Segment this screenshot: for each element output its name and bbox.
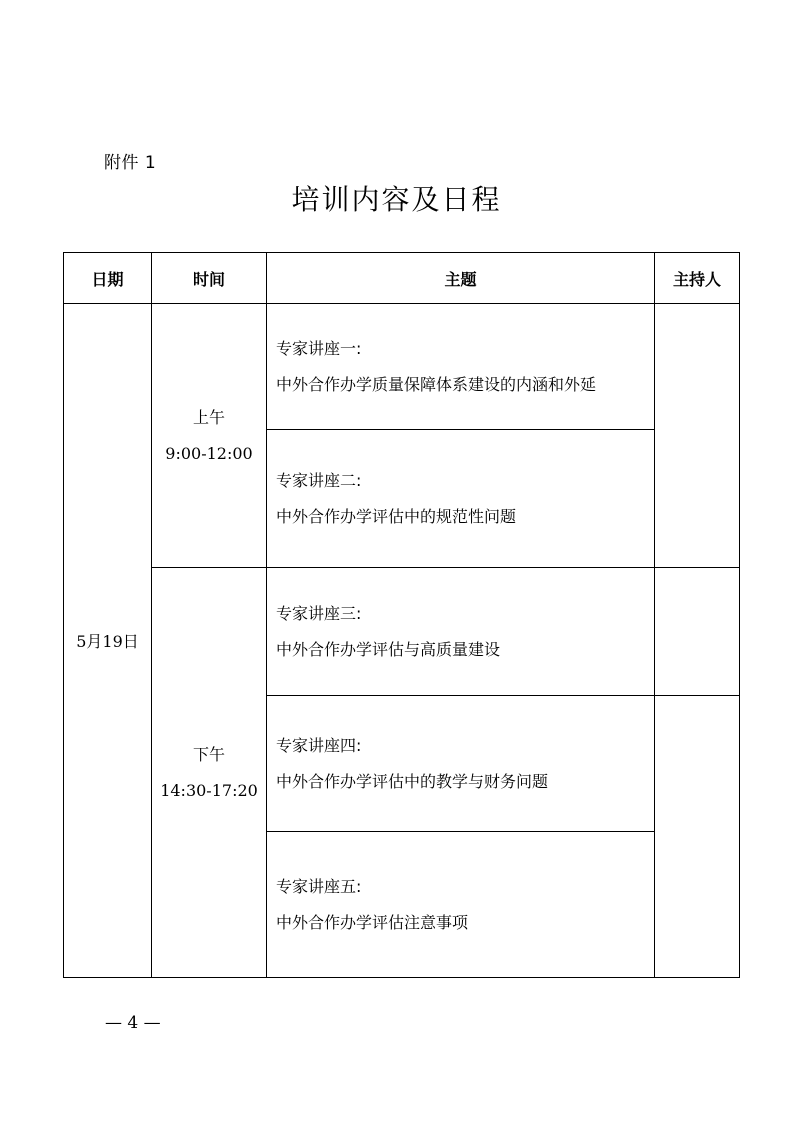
lecture-cell-2 <box>267 430 655 568</box>
lecture-topic: 中外合作办学评估中的教学与财务问题 <box>276 771 549 791</box>
lecture-label: 专家讲座三: <box>276 603 362 623</box>
lecture-label: 专家讲座二: <box>276 470 362 490</box>
page-number: — 4 — <box>105 1013 161 1033</box>
lecture-topic: 中外合作办学评估注意事项 <box>276 912 469 932</box>
time-cell-afternoon <box>152 568 267 978</box>
lecture-cell-5 <box>267 832 655 978</box>
lecture-label: 专家讲座四: <box>276 735 362 755</box>
host-cell-morning <box>655 304 740 568</box>
header-row <box>64 253 740 304</box>
morning-period: 上午 <box>192 407 225 427</box>
lecture-topic: 中外合作办学评估与高质量建设 <box>276 639 501 659</box>
host-cell-afternoon-1 <box>655 568 740 696</box>
lecture-label: 专家讲座一: <box>276 338 362 358</box>
host-cell-afternoon-2 <box>655 696 740 978</box>
afternoon-period: 下午 <box>192 744 225 764</box>
lecture-cell-1 <box>267 304 655 430</box>
lecture-topic: 中外合作办学质量保障体系建设的内涵和外延 <box>276 374 597 394</box>
table-row <box>64 304 740 430</box>
lecture-topic: 中外合作办学评估中的规范性问题 <box>276 506 517 526</box>
header-date: 日期 <box>64 253 152 304</box>
morning-hours: 9:00-12:00 <box>165 443 253 463</box>
header-topic: 主题 <box>267 253 655 304</box>
page-title: 培训内容及日程 <box>291 183 502 216</box>
afternoon-hours: 14:30-17:20 <box>160 780 258 800</box>
header-time: 时间 <box>152 253 267 304</box>
time-cell-morning <box>152 304 267 568</box>
schedule-table <box>63 252 740 978</box>
attachment-label: 附件 1 <box>104 153 157 173</box>
lecture-cell-3 <box>267 568 655 696</box>
lecture-label: 专家讲座五: <box>276 876 362 896</box>
header-host: 主持人 <box>655 253 740 304</box>
lecture-cell-4 <box>267 696 655 832</box>
date-cell: 5月19日 <box>64 304 152 978</box>
table-row <box>64 568 740 696</box>
